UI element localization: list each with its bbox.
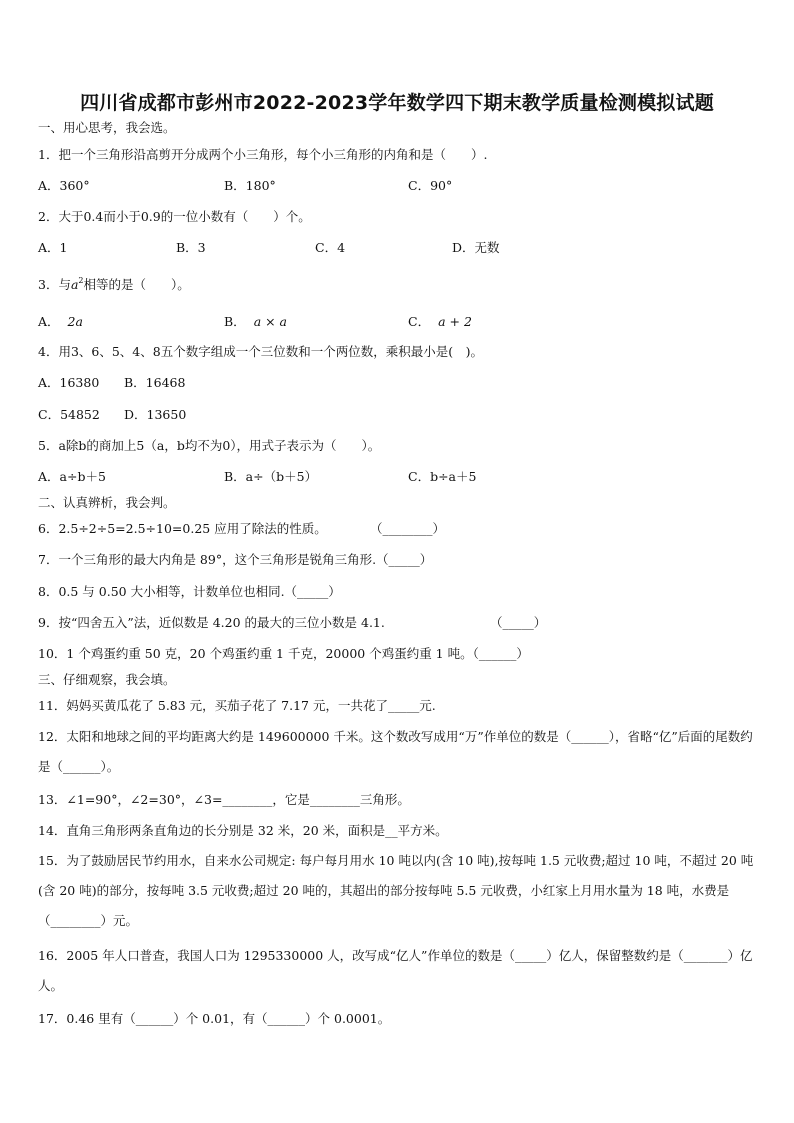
q1-option-c: C．90°	[408, 178, 453, 193]
q3-option-a	[38, 314, 83, 330]
q2-option-b: B．3	[176, 240, 206, 255]
q6-answer-blank[interactable]: （________）	[370, 521, 446, 536]
question-12: 12．太阳和地球之间的平均距离大约是 149600000 千米。这个数改写成用“万”作单位的数是（______），省略“亿”后面的尾数约是（______）。	[38, 729, 753, 774]
section-heading-3: 三、仔细观察，我会填。	[38, 672, 176, 687]
q1-option-a: A．360°	[38, 178, 90, 193]
q5-option-c: C．b÷a＋5	[408, 469, 477, 484]
section-heading-1: 一、用心思考，我会选。	[38, 120, 176, 135]
question-6: 6．2.5÷2÷5=2.5÷10=0.25 应用了除法的性质。	[38, 521, 327, 536]
question-13: 13．∠1=90°，∠2=30°，∠3=________，它是________三角形。	[38, 792, 410, 807]
question-1: 1．把一个三角形沿高剪开分成两个小三角形，每个小三角形的内角和是（ ）.	[38, 147, 488, 162]
q3-option-c-label: C．	[408, 314, 431, 329]
question-9: 9．按“四舍五入”法，近似数是 4.20 的最大的三位小数是 4.1.	[38, 615, 385, 630]
question-7: 7．一个三角形的最大内角是 89°，这个三角形是锐角三角形.（_____）	[38, 552, 433, 567]
q4-option-c: C．54852	[38, 407, 100, 422]
q3-option-b	[224, 314, 287, 330]
q5-option-a: A．a÷b＋5	[38, 469, 106, 484]
q4-option-b: B．16468	[124, 375, 186, 390]
q3-option-a-math: 2a	[67, 314, 83, 329]
q3-variable: a	[70, 277, 79, 292]
question-3	[38, 277, 190, 293]
q3-option-a-label: A．	[38, 314, 60, 329]
question-16: 16．2005 年人口普查，我国人口为 1295330000 人，改写成“亿人”作单位的数是（_____）亿人，保留整数约是（_______）亿人。	[38, 948, 753, 993]
q2-option-d: D．无数	[452, 240, 500, 255]
q3-suffix: 相等的是（ ）。	[83, 277, 190, 292]
page-title: 四川省成都市彭州市2022-2023学年数学四下期末教学质量检测模拟试题	[80, 92, 714, 114]
q4-option-d: D．13650	[124, 407, 187, 422]
q4-option-a: A．16380	[38, 375, 100, 390]
section-heading-2: 二、认真辨析，我会判。	[38, 495, 176, 510]
q3-option-b-label: B．	[224, 314, 246, 329]
question-5: 5．a除b的商加上5（a，b均不为0），用式子表示为（ ）。	[38, 438, 381, 453]
q3-option-c	[408, 314, 472, 330]
q2-option-a: A．1	[38, 240, 68, 255]
question-15: 15．为了鼓励居民节约用水，自来水公司规定: 每户每月用水 10 吨以内(含 10 吨),按每吨 1.5 元收费;超过 10 吨，不超过 20 吨(含 20 吨)的部分，按每吨 3.5 元收费;超过 20 吨的，其超出的部分按每吨 5.5 元收费，小红家上月用水量为 18 吨，水费是（________）元。	[38, 853, 754, 928]
q3-option-b-math: a × a	[253, 314, 288, 329]
question-14: 14．直角三角形两条直角边的长分别是 32 米，20 米，面积是__平方米。	[38, 823, 448, 838]
question-10: 10．1 个鸡蛋约重 50 克，20 个鸡蛋约重 1 千克，20000 个鸡蛋约重 1 吨。（______）	[38, 646, 529, 661]
question-4: 4．用3、6、5、4、8五个数字组成一个三位数和一个两位数，乘积最小是( )。	[38, 344, 483, 359]
q3-prefix: 3．与	[38, 277, 71, 292]
q1-option-b: B．180°	[224, 178, 276, 193]
question-2: 2．大于0.4而小于0.9的一位小数有（ ）个。	[38, 209, 311, 224]
question-11: 11．妈妈买黄瓜花了 5.83 元，买茄子花了 7.17 元，一共花了_____元.	[38, 698, 436, 713]
q3-option-c-math: a + 2	[438, 314, 472, 329]
q9-answer-blank[interactable]: （_____）	[490, 615, 547, 630]
q2-option-c: C．4	[315, 240, 346, 255]
question-8: 8．0.5 与 0.50 大小相等，计数单位也相同.（_____）	[38, 584, 341, 599]
question-17: 17．0.46 里有（______）个 0.01，有（______）个 0.0001。	[38, 1011, 391, 1026]
q3-exponent: 2	[78, 276, 84, 285]
q5-option-b: B．a÷（b＋5）	[224, 469, 318, 484]
